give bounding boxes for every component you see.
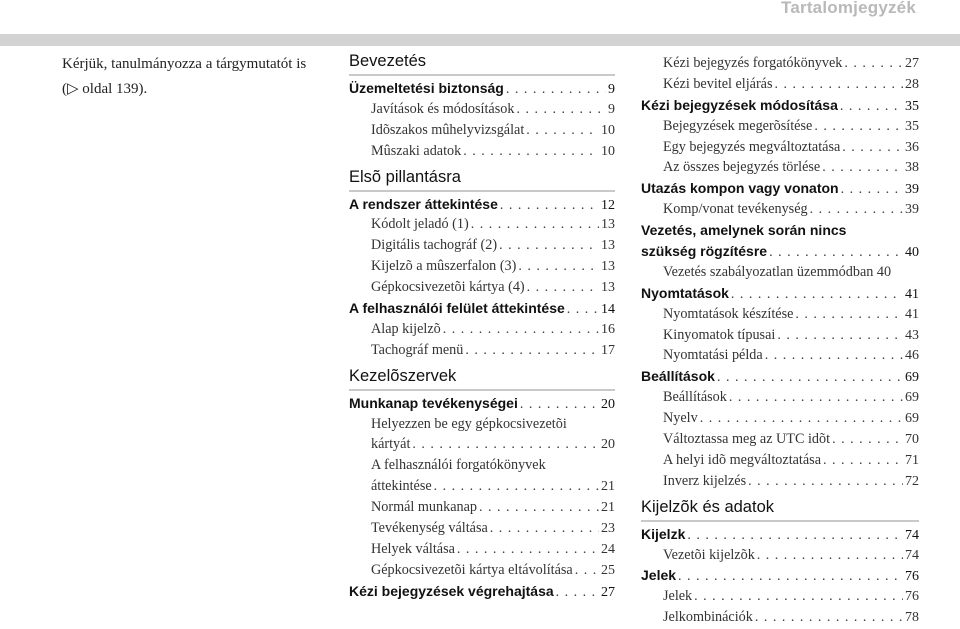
toc-entry-title: Nyomtatások — [641, 284, 729, 301]
toc-entry-page: 41 — [905, 286, 919, 302]
toc-entry-title: Vezetés szabályozatlan üzemmódban 40 — [663, 263, 892, 280]
toc-entry-title: Kézi bevitel eljárás — [663, 75, 773, 92]
dot-leader — [490, 519, 599, 540]
toc-entry-page: 35 — [905, 118, 919, 134]
toc-entry-title: Változtassa meg az UTC idõt — [663, 431, 831, 448]
toc-entry-page: 76 — [905, 569, 919, 585]
toc-entry-title: A felhasználói forgatókönyvek — [371, 457, 546, 474]
dot-leader — [463, 142, 599, 163]
toc-entry[interactable] — [641, 387, 919, 408]
toc-entry-page: 38 — [905, 160, 919, 176]
toc-section-heading: Elsõ pillantásra — [349, 167, 461, 186]
toc-entry-page: 25 — [601, 562, 615, 578]
toc-entry-page: 40 — [905, 245, 919, 261]
toc-section-heading: Kezelõszervek — [349, 366, 457, 385]
toc-entry[interactable] — [349, 476, 615, 497]
dot-leader — [700, 409, 903, 430]
toc-entry-page: 10 — [601, 143, 615, 159]
toc-entry-page: 46 — [905, 348, 919, 364]
toc-entry-page: 27 — [905, 56, 919, 71]
dot-leader — [500, 196, 599, 217]
toc-entry-title: Javítások és módosítások — [371, 100, 515, 117]
dot-leader — [748, 472, 903, 493]
toc-entry[interactable] — [641, 220, 919, 241]
toc-entry-title: szükség rögzítésre — [641, 243, 768, 260]
toc-entry-page: 69 — [905, 370, 919, 386]
toc-entry-title: Kézi bejegyzések módosítása — [641, 96, 838, 113]
toc-entry[interactable] — [641, 283, 919, 304]
toc-entry[interactable] — [641, 137, 919, 158]
toc-entry-title: Tevékenység váltása — [371, 520, 488, 537]
dot-leader — [516, 100, 606, 121]
dot-leader — [567, 300, 599, 321]
toc-entry[interactable] — [641, 524, 919, 545]
toc-entry-title: Jelek — [641, 567, 677, 584]
toc-entry-page: 16 — [601, 321, 615, 337]
dot-leader — [775, 75, 903, 96]
toc-entry[interactable] — [349, 99, 615, 120]
toc-entry-page: 21 — [601, 479, 615, 495]
toc-entry-title: Helyezzen be egy gépkocsivezetõi — [371, 415, 567, 432]
toc-entry-page: 74 — [905, 527, 919, 543]
toc-entry-title: Üzemeltetési biztonság — [349, 80, 504, 96]
toc-entry[interactable] — [349, 277, 615, 298]
dot-leader — [471, 215, 599, 236]
toc-column-2 — [641, 53, 919, 628]
toc-entry-page: 36 — [905, 139, 919, 155]
dot-leader — [814, 117, 903, 138]
toc-entry-page: 27 — [601, 584, 615, 600]
toc-entry-page: 13 — [601, 280, 615, 296]
toc-entry-title: Vezetõi kijelzõk — [663, 546, 755, 563]
toc-entry[interactable] — [641, 241, 919, 262]
dot-leader — [694, 587, 903, 608]
toc-entry[interactable] — [641, 607, 919, 628]
toc-entry-title: Inverz kijelzés — [663, 472, 747, 489]
dot-leader — [687, 526, 903, 547]
toc-entry[interactable] — [641, 366, 919, 387]
toc-entry-page: 9 — [608, 82, 615, 97]
toc-entry-page: 28 — [905, 76, 919, 92]
toc-entry-title: A helyi idõ megváltoztatása — [663, 451, 821, 468]
toc-entry[interactable] — [641, 157, 919, 178]
toc-entry[interactable] — [349, 235, 615, 256]
toc-entry-title: Gépkocsivezetõi kártya (4) — [371, 279, 525, 296]
toc-entry-page: 23 — [601, 521, 615, 537]
toc-entry[interactable] — [641, 95, 919, 116]
dot-leader — [832, 430, 903, 451]
toc-entry-title: Tachográf menü — [371, 341, 464, 358]
toc-entry-title: Kódolt jeladó (1) — [371, 216, 469, 233]
toc-entry-page: 13 — [601, 238, 615, 254]
dot-leader — [518, 257, 599, 278]
toc-entry[interactable] — [641, 345, 919, 366]
toc-entry[interactable] — [641, 325, 919, 346]
toc-entry-title: Digitális tachográf (2) — [371, 237, 498, 254]
toc-entry-page: 24 — [601, 541, 615, 557]
header-title: Tartalomjegyzék — [781, 0, 916, 17]
toc-entry[interactable] — [349, 120, 615, 141]
toc-entry-title: Kijelzk — [641, 525, 686, 542]
dot-leader — [757, 546, 903, 567]
toc-entry-page: 12 — [601, 197, 615, 213]
toc-entry[interactable] — [349, 497, 615, 518]
dot-leader — [717, 368, 903, 389]
toc-entry[interactable] — [349, 518, 615, 539]
dot-leader — [823, 451, 903, 472]
toc-entry-title: Jelkombinációk — [663, 609, 753, 626]
toc-entry-page: 13 — [601, 259, 615, 275]
toc-entry[interactable] — [641, 586, 919, 607]
toc-entry-title: Utazás kompon vagy vonaton — [641, 180, 839, 197]
dot-leader — [822, 158, 903, 179]
toc-entry[interactable] — [641, 429, 919, 450]
dot-leader — [777, 326, 903, 347]
dot-leader — [506, 80, 606, 101]
toc-entry-page: 72 — [905, 473, 919, 489]
dot-leader — [765, 346, 903, 367]
toc-entry-page: 70 — [905, 432, 919, 448]
dot-leader — [729, 388, 903, 409]
toc-entry-title: A rendszer áttekintése — [349, 195, 498, 212]
toc-entry[interactable] — [349, 560, 615, 581]
dot-leader — [434, 477, 599, 498]
toc-entry-page: 69 — [905, 411, 919, 427]
toc-entry-title: Alap kijelzõ — [371, 320, 441, 337]
toc-entry-title: Idõszakos mûhelyvizsgálat — [371, 121, 525, 138]
toc-entry-title: Gépkocsivezetõi kártya eltávolítása — [371, 561, 573, 578]
toc-entry-title: áttekintése — [371, 478, 432, 495]
index-note: Kérjük, tanulmányozza a tárgymutatót is (▷ oldal 139). — [62, 56, 307, 97]
toc-entry[interactable] — [349, 414, 615, 435]
dot-leader — [844, 54, 903, 75]
toc-entry-page: 69 — [905, 390, 919, 406]
toc-entry[interactable] — [641, 178, 919, 199]
toc-entry[interactable] — [349, 298, 615, 319]
toc-entry-title: Kézi bejegyzések végrehajtása — [349, 582, 554, 599]
toc-entry-title: Az összes bejegyzés törlése — [663, 159, 821, 176]
toc-column-1 — [349, 50, 615, 602]
dot-leader — [443, 320, 599, 341]
dot-leader — [499, 236, 599, 257]
toc-entry-page: 9 — [608, 101, 615, 117]
toc-entry-title: Kézi bejegyzés forgatókönyvek — [663, 55, 843, 71]
toc-entry-page: 78 — [905, 610, 919, 626]
toc-entry[interactable] — [641, 471, 919, 492]
toc-entry[interactable] — [349, 539, 615, 560]
toc-entry-title: kártyát — [371, 436, 411, 453]
toc-entry[interactable] — [641, 74, 919, 95]
toc-entry-title: Komp/vonat tevékenység — [663, 201, 808, 218]
toc-entry-title: Beállítások — [641, 368, 715, 385]
toc-entry[interactable] — [641, 408, 919, 429]
dot-leader — [842, 138, 903, 159]
toc-entry-title: Beállítások — [663, 389, 727, 406]
toc-entry[interactable] — [641, 450, 919, 471]
toc-entry-page: 20 — [601, 437, 615, 453]
toc-entry-page: 74 — [905, 547, 919, 563]
toc-entry-title: Jelek — [663, 588, 693, 605]
dot-leader — [412, 435, 599, 456]
toc-entry-page: 76 — [905, 589, 919, 605]
toc-section-heading: Bevezetés — [349, 52, 427, 70]
dot-leader — [556, 583, 599, 604]
toc-entry[interactable] — [349, 434, 615, 455]
toc-entry[interactable] — [641, 53, 919, 74]
toc-entry-page: 35 — [905, 98, 919, 114]
header-rule — [0, 34, 960, 46]
dot-leader — [755, 608, 903, 629]
toc-entry[interactable] — [349, 256, 615, 277]
toc-entry-title: Kinyomatok típusai — [663, 326, 776, 343]
toc-entry[interactable] — [349, 581, 615, 602]
toc-entry[interactable] — [349, 455, 615, 476]
dot-leader — [841, 180, 903, 201]
toc-entry-page: 17 — [601, 342, 615, 358]
toc-entry-page: 14 — [601, 302, 615, 318]
toc-entry[interactable] — [641, 262, 919, 283]
toc-entry-page: 39 — [905, 202, 919, 218]
toc-entry-page: 39 — [905, 182, 919, 198]
dot-leader — [678, 567, 903, 588]
toc-entry-title: Egy bejegyzés megváltoztatása — [663, 138, 841, 155]
dot-leader — [575, 561, 599, 582]
dot-leader — [457, 540, 599, 561]
toc-entry-title: Bejegyzések megerõsítése — [663, 117, 813, 134]
toc-entry-title: Nyomtatási példa — [663, 347, 763, 364]
toc-entry[interactable] — [349, 78, 615, 99]
toc-entry-title: Nyelv — [663, 410, 698, 427]
toc-entry[interactable] — [349, 340, 615, 361]
toc-entry-title: A felhasználói felület áttekintése — [349, 300, 565, 317]
dot-leader — [840, 97, 903, 118]
dot-leader — [769, 243, 903, 264]
dot-leader — [527, 278, 599, 299]
dot-leader — [526, 121, 599, 142]
toc-entry-title: Munkanap tevékenységei — [349, 394, 518, 411]
toc-section-heading: Kijelzõk és adatok — [641, 497, 774, 516]
toc-entry[interactable] — [641, 199, 919, 220]
toc-entry[interactable] — [349, 214, 615, 235]
toc-entry-page: 13 — [601, 217, 615, 233]
toc-entry-title: Normál munkanap — [371, 499, 477, 516]
toc-entry[interactable] — [349, 141, 615, 162]
dot-leader — [731, 285, 903, 306]
toc-entry-title: Kijelzõ a mûszerfalon (3) — [371, 258, 517, 275]
toc-entry[interactable] — [349, 194, 615, 215]
toc-entry[interactable] — [641, 545, 919, 566]
toc-entry[interactable] — [641, 304, 919, 325]
dot-leader — [465, 341, 599, 362]
toc-entry-page: 43 — [905, 327, 919, 343]
toc-entry-page: 41 — [905, 306, 919, 322]
toc-entry-page: 21 — [601, 500, 615, 516]
dot-leader — [810, 200, 903, 221]
toc-entry-title: Nyomtatások készítése — [663, 305, 794, 322]
toc-entry[interactable] — [641, 116, 919, 137]
toc-entry-title: Helyek váltása — [371, 540, 455, 557]
section-divider — [349, 74, 615, 76]
toc-entry[interactable] — [349, 319, 615, 340]
toc-entry-title: Vezetés, amelynek során nincs — [641, 222, 847, 239]
dot-leader — [795, 305, 903, 326]
toc-entry[interactable] — [641, 565, 919, 586]
toc-entry-page: 10 — [601, 122, 615, 138]
dot-leader — [520, 395, 599, 416]
toc-entry-title: Mûszaki adatok — [371, 142, 462, 159]
toc-entry-page: 20 — [601, 396, 615, 412]
toc-entry[interactable] — [349, 393, 615, 414]
dot-leader — [479, 498, 599, 519]
toc-entry-page: 71 — [905, 452, 919, 468]
